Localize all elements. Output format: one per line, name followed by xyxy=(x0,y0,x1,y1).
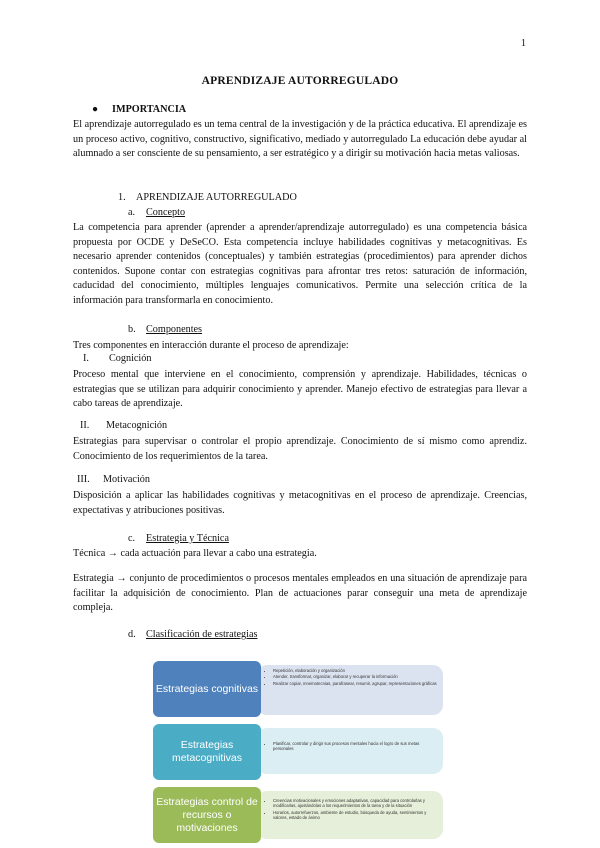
list-item: • Repetición, elaboración y organización xyxy=(273,668,437,673)
clasificacion-heading xyxy=(128,629,257,640)
list-item: • Horarios, autorrefuerzos, ambiente de estudio, búsqueda de ayuda, sentimientos y valores, estado de ánimo xyxy=(273,810,437,821)
list-item: • Atender, transformar, organizar, elaborar y recuperar la información xyxy=(273,674,437,679)
componente-cognicion-text: Proceso mental que interviene en el conocimiento, comprensión y aprendizaje. Habilidades, técnicas o estrategias que se utilizan para adquirir conocimiento y aprender. Manejo efectivo de estrategias para llevar a cabo tareas de aprendizaje. xyxy=(73,369,527,410)
document-title: APRENDIZAJE AUTORREGULADO xyxy=(201,75,399,87)
componentes-letter: b. xyxy=(128,324,136,335)
section-1-label: APRENDIZAJE AUTORREGULADO xyxy=(136,192,297,203)
strategy-classification-diagram xyxy=(153,661,443,845)
componente-motivacion-text: Disposición a aplicar las habilidades cognitivas y metacognitivas en el proceso de aprendizaje. Creencias, expectativas y atribuciones positivas. xyxy=(73,490,527,516)
componentes-heading xyxy=(128,324,202,335)
estrategia-letter: c. xyxy=(128,533,136,544)
concepto-label: Concepto xyxy=(146,207,186,218)
concepto-heading xyxy=(128,207,185,218)
concepto-text: La competencia para aprender (aprender a aprender/aprendizaje autorregulado) es una competencia básica propuesta por OCDE y DeSeCO. Esta competencia incluye habilidades cognitivas y metacognitivas. Es necesario aprender contenidos (conceptuales) y también estrategias (procedimientos) para aprender dichos contenidos. Supone contar con estrategias cognitivas para afrontar tres retos: saturación de información, caducidad del conocimiento, múltiples lenguajes comunicativos. Permite una selección crítica de la información para transformarla en conocimiento. xyxy=(73,222,527,306)
list-item: • Creencias motivacionales y emociones adaptativas, capacidad para controlarlas y modificarlas, ajustándolas a los requerimientos de la tarea y de la situación xyxy=(273,798,437,809)
list-item: • Planificar, controlar y dirigir sus procesos mentales hacia el logro de sus metas personales xyxy=(273,741,437,752)
metacognitive-strategies-box: Estrategias metacognitivas xyxy=(153,724,261,780)
estrategia-heading xyxy=(128,533,229,544)
cognitive-strategies-box: Estrategias cognitivas xyxy=(153,661,261,717)
tecnica-definition: Técnica → cada actuación para llevar a cabo una estrategia. xyxy=(73,548,317,559)
concepto-paragraph xyxy=(73,221,527,309)
componente-motivacion-heading: III. Motivación xyxy=(77,474,150,485)
estrategia-definition: Estrategia → conjunto de procedimientos o procesos mentales empleados en una situación de aprendizaje para facilitar la adquisición de conocimiento. Plan de actuaciones parar conseguir una meta de aprendizaje compleja. xyxy=(73,573,527,614)
resource-control-strategies-detail xyxy=(257,791,443,839)
clasificacion-label: Clasificación de estrategias xyxy=(146,629,258,640)
cognitive-strategies-detail xyxy=(257,665,443,715)
importancia-heading xyxy=(92,104,186,115)
componente-metacognicion-heading: II. Metacognición xyxy=(80,420,168,431)
concepto-letter: a. xyxy=(128,207,136,218)
clasificacion-letter: d. xyxy=(128,629,136,640)
componente-cognicion-heading: I. Cognición xyxy=(83,353,152,364)
importancia-paragraph xyxy=(73,118,527,162)
componentes-label: Componentes xyxy=(146,324,203,335)
estrategia-label: Estrategia y Técnica xyxy=(146,533,229,544)
section-1-number: 1. xyxy=(118,192,126,203)
importancia-text: El aprendizaje autorregulado es un tema central de la investigación y de la práctica educativa. El aprendizaje es un proceso activo, cognitivo, constructivo, significativo, mediado y autorregulado La educación debe ayudar al alumnado a ser consciente de su pensamiento, a ser estratégico y a dirigir su motivación hacia metas valiosas. xyxy=(73,119,527,160)
componentes-intro: Tres componentes en interacción durante el proceso de aprendizaje: xyxy=(73,340,349,351)
metacognitive-strategies-detail xyxy=(257,728,443,774)
page-number: 1 xyxy=(521,38,526,49)
importancia-heading-label: IMPORTANCIA xyxy=(112,104,187,115)
bullet-icon: ● xyxy=(92,104,99,115)
componente-metacognicion-text: Estrategias para supervisar o controlar el propio aprendizaje. Conocimiento de sí mismo como aprendiz. Conocimiento de los requerimientos de la tarea. xyxy=(73,436,527,462)
section-1-heading xyxy=(118,192,297,203)
list-item: • Realizar copiar, mnemotecnias, parafrasear, resumir, agrupar, representaciones gráficas xyxy=(273,681,437,686)
resource-control-strategies-box: Estrategias control de recursos o motivaciones xyxy=(153,787,261,843)
